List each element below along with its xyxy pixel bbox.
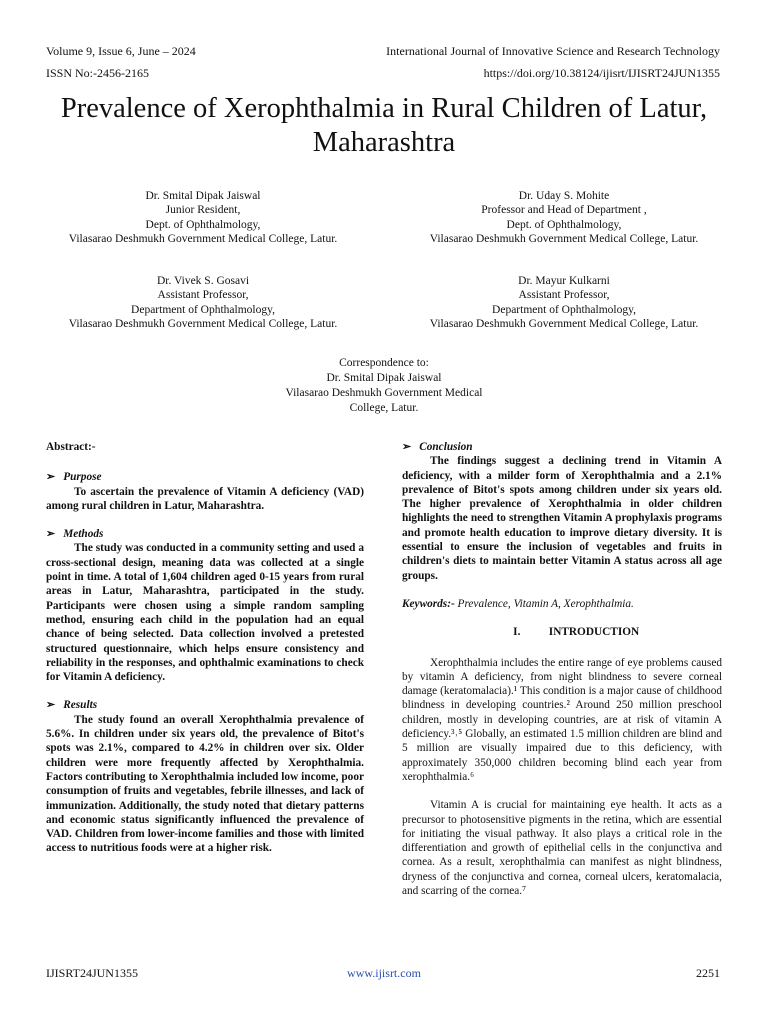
correspondence-name: Dr. Smital Dipak Jaiswal [326,372,442,384]
author-institution: Vilasarao Deshmukh Government Medical College, Latur. [429,233,699,246]
conclusion-heading [402,440,722,454]
keywords-line [402,597,722,611]
author-name: Dr. Mayur Kulkarni [518,275,610,287]
footer-paper-id: IJISRT24JUN1355 [46,966,138,980]
arrow-bullet-icon: ➢ [46,528,56,541]
left-column [46,440,364,856]
author-block-1 [28,189,378,247]
results-heading-text: Results [63,699,98,712]
author-name: Dr. Vivek S. Gosavi [156,275,250,287]
abstract-title: Abstract:- [46,441,96,453]
arrow-bullet-icon: ➢ [46,471,56,484]
author-institution: Vilasarao Deshmukh Government Medical College, Latur. [68,233,338,246]
author-dept: Department of Ophthalmology, [131,303,275,316]
author-dept: Department of Ophthalmology, [492,303,636,316]
issn: ISSN No:-2456-2165 [46,66,150,80]
journal-name: International Journal of Innovative Science and Research Technology [386,44,720,58]
correspondence-inst-line-1: Vilasarao Deshmukh Government Medical [285,387,483,399]
methods-heading-text: Methods [63,528,104,541]
author-institution: Vilasarao Deshmukh Government Medical College, Latur. [429,318,699,331]
methods-text: The study was conducted in a community setting and used a cross-sectional design, meaning data was collected at a single point in time. A total of 1,604 children aged 0-15 years from rural areas in Latur, Maharashtra, participated in the study. Participants were chosen using a simple random sampling method, ensuring each child in the population had an equal chance of being selected. Data collection involved a pretested structured questionnaire, which helps ensure consistency and reliability in the responses, and ophthalmic examinations to check for Vitamin A deficiency. [46,542,364,684]
author-name: Dr. Uday S. Mohite [518,190,610,202]
correspondence-inst-line-2: College, Latur. [349,402,419,414]
author-name: Dr. Smital Dipak Jaiswal [145,190,261,202]
results-text: The study found an overall Xerophthalmia prevalence of 5.6%. In children under six years old, the prevalence of Bitot's spots was 2.1%, compared to 4.2% in children over six. Older children were more frequently affected by Xerophthalmia. Factors contributing to Xerophthalmia included low income, poor consumption of fruits and vegetables, febrile illnesses, and lack of immunization. Additionally, the study noted that dietary patterns and economic status significantly influenced the prevalence of VAD. Children from lower-income families and those with limited access to nutritious foods were at a higher risk. [46,713,364,855]
paper-title: Prevalence of Xerophthalmia in Rural Children of Latur, Maharashtra [60,93,708,158]
right-column [402,440,722,898]
methods-heading [46,527,364,541]
author-role: Junior Resident, [165,204,241,217]
conclusion-heading-text: Conclusion [419,441,473,453]
correspondence-block [234,356,534,416]
results-heading [46,698,364,712]
intro-paragraph-2: Vitamin A is crucial for maintaining eye health. It acts as a precursor to photosensitive pigments in the retina, which are essential for initiating the visual pathway. It also plays a critical role in the differentiation and growth of epithelial cells in the conjunctiva and cornea. As a result, xerophthalmia can manifest as night blindness, dryness of the conjunctiva and cornea, corneal ulcers, keratomalacia, and scarring of the cornea.⁷ [402,799,722,898]
doi-link[interactable]: https://doi.org/10.38124/ijisrt/IJISRT24JUN1355 [483,66,720,80]
author-dept: Dept. of Ophthalmology, [145,218,261,231]
keywords-label: Keywords:- [402,597,455,610]
purpose-heading [46,470,364,484]
purpose-text: To ascertain the prevalence of Vitamin A deficiency (VAD) among rural children in Latur, Maharashtra. [46,485,364,512]
author-block-4 [389,274,739,332]
intro-paragraph-1: Xerophthalmia includes the entire range of eye problems caused by vitamin A deficiency, from night blindness to severe corneal damage (keratomalacia).¹ This condition is a major cause of childhood blindness in developing countries.² Around 250 million preschool children, mostly in developing countries, are at risk of vitamin A deficiency.³˒⁵ Globally, an estimated 1.5 million children are blind and 5 million are visually impaired due to this deficiency, with approximately 350,000 children becoming blind each year from xerophthalmia.⁶ [402,656,722,783]
author-role: Assistant Professor, [518,289,610,302]
correspondence-label: Correspondence to: [339,357,429,369]
footer-website-link[interactable]: www.ijisrt.com [347,966,421,980]
author-role: Professor and Head of Department , [481,204,647,217]
author-dept: Dept. of Ophthalmology, [506,218,622,231]
journal-volume: Volume 9, Issue 6, June – 2024 [46,44,196,58]
author-institution: Vilasarao Deshmukh Government Medical College, Latur. [68,318,338,331]
introduction-heading [402,625,722,639]
page-number: 2251 [696,966,720,980]
section-number: I. [513,626,521,639]
author-role: Assistant Professor, [157,289,249,302]
section-title: INTRODUCTION [548,626,640,639]
purpose-heading-text: Purpose [63,471,102,484]
arrow-bullet-icon: ➢ [402,441,412,453]
keywords-text: Prevalence, Vitamin A, Xerophthalmia. [454,597,634,610]
arrow-bullet-icon: ➢ [46,699,56,712]
author-block-3 [28,274,378,332]
author-block-2 [389,189,739,247]
conclusion-text: The findings suggest a declining trend in Vitamin A deficiency, with a milder form of Xerophthalmia and a 2.1% prevalence of Bitot's spots among children under six years old. The higher prevalence of Xerophthalmia in older children highlights the need to strengthen Vitamin A prophylaxis programs and promote health education to improve dietary diversity. It is essential to ensure the inclusion of vegetables and fruits in children's diets to maintain better Vitamin A status across all age groups. [402,455,722,582]
